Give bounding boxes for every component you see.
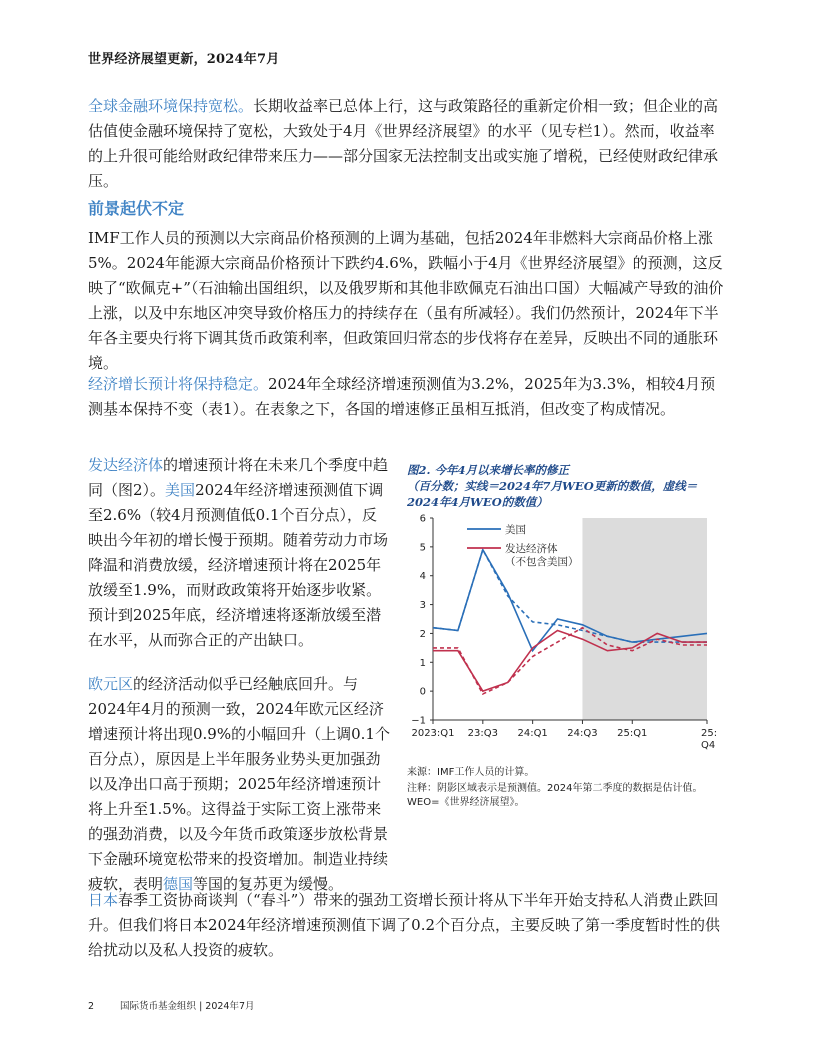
country-germany: 德国 — [163, 875, 194, 893]
figure-note: 注释：阴影区域表示是预测值。2024年第二季度的数据是估计值。WEO=《世界经济展望》。 — [407, 783, 703, 808]
country-us: 美国 — [165, 481, 196, 499]
paragraph-text: 春季工资协商谈判（“春斗”）带来的强劲工资增长预计将从下半年开始支持私人消费止跌回升。但我们将日本2024年经济增速预测值下调了0.2个百分点，主要反映了第一季度暂时性的供给扰动以及私人投资的疲软。 — [88, 891, 721, 959]
x-tick-label: 25: — [701, 728, 718, 739]
paragraph-text: 长期收益率已总体上行，这与政策路径的重新定价相一致；但企业的高估值使金融环境保持了宽松，大致处于4月《世界经济展望》的水平（见专栏1）。然而，收益率的上升很可能给财政纪律带来压力——部分国家无法控制支出或实施了增税，已经使财政纪律承压。 — [88, 97, 719, 190]
paragraph-commodity-prices — [88, 226, 728, 376]
paragraph-euro-area — [88, 672, 390, 897]
forecast-shading — [582, 518, 707, 720]
paragraph-financial-conditions — [88, 94, 728, 194]
y-tick-label: 0 — [419, 686, 426, 698]
x-tick-label: 23:Q3 — [467, 728, 498, 739]
y-tick-label: −1 — [411, 715, 426, 727]
paragraph-text: 2024年经济增速预测值下调至2.6%（较4月预测值低0.1个百分点），反映出今年初的增长慢于预期。随着劳动力市场降温和消费放缓，经济增速预计将在2025年放缓至1.9%，而财政政策将开始逐步收紧。预计到2025年底，经济增速将逐渐放缓至潜在水平，从而弥合正的产出缺口。 — [88, 481, 389, 649]
y-tick-label: 3 — [419, 600, 426, 612]
figure-subtitle-line: 2024年4月WEO的数值） — [407, 495, 548, 509]
paragraph-advanced-economies — [88, 453, 390, 653]
y-tick-label: 6 — [419, 513, 426, 525]
page-number: 2 — [88, 1001, 95, 1012]
paragraph-text: IMF工作人员的预测以大宗商品价格预测的上调为基础，包括2024年非燃料大宗商品价格上涨5%。2024年能源大宗商品价格预计下跌约4.6%，跌幅小于4月《世界经济展望》的预测，这反映了“欧佩克+”（石油输出国组织，以及俄罗斯和其他非欧佩克石油出口国）大幅减产导致的油价上涨，以及中东地区冲突导致价格压力的持续存在（虽有所减轻）。我们仍然预计，2024年下半年各主要央行将下调其货币政策利率，但政策回归常态的步伐将存在差异，反映出不同的通胀环境。 — [88, 229, 724, 372]
paragraph-text: 的经济活动似乎已经触底回升。与2024年4月的预测一致，2024年欧元区经济增速预计将出现0.9%的小幅回升（上调0.1个百分点），原因是上半年服务业势头更加强劲以及净出口高于预期；2025年经济增速预计将上升至1.5%。这得益于实际工资上涨带来的强劲消费，以及今年货币政策逐步放松背景下金融环境宽松带来的投资增加。制造业持续疲软，表明 — [88, 675, 390, 893]
y-tick-label: 2 — [419, 628, 426, 640]
legend-ae-label: 发达经济体 — [505, 543, 558, 555]
growth-revision-chart — [407, 510, 727, 760]
section-heading: 前景起伏不定 — [88, 199, 185, 218]
legend-us-label: 美国 — [505, 524, 526, 536]
paragraph-lead: 欧元区 — [88, 675, 134, 693]
paragraph-text: 的增速预计将在未来几个季度中趋同（图2）。 — [88, 456, 389, 499]
y-tick-label: 1 — [419, 657, 426, 669]
y-tick-label: 5 — [419, 542, 426, 554]
legend-ae-label-2: （不包含美国） — [505, 556, 579, 568]
paragraph-lead: 经济增长预计将保持稳定。 — [88, 375, 269, 393]
paragraph-text: 2024年全球经济增速预测值为3.2%，2025年为3.3%，相较4月预测基本保持不变（表1）。在表象之下，各国的增速修正虽相互抵消，但改变了构成情况。 — [88, 375, 716, 418]
figure-source: 来源：IMF工作人员的计算。 — [407, 767, 535, 778]
running-header: 世界经济展望更新，2024年7月 — [88, 52, 280, 67]
x-tick-label: 2023:Q1 — [411, 728, 455, 739]
x-tick-label: 24:Q1 — [517, 728, 548, 739]
x-tick-label: 24:Q3 — [567, 728, 598, 739]
x-tick-label: 25:Q1 — [617, 728, 648, 739]
figure-2 — [407, 462, 727, 810]
paragraph-lead: 全球金融环境保持宽松。 — [88, 97, 254, 115]
x-tick-label: Q4 — [701, 740, 716, 751]
y-tick-label: 4 — [419, 571, 426, 583]
figure-title-line: 图2. 今年4月以来增长率的修正 — [407, 463, 570, 477]
page-footer — [88, 998, 255, 1012]
paragraph-japan — [88, 888, 728, 963]
paragraph-lead: 日本 — [88, 891, 119, 909]
footer-text: 国际货币基金组织 | 2024年7月 — [120, 1001, 255, 1012]
paragraph-lead: 发达经济体 — [88, 456, 164, 474]
figure-title — [407, 462, 727, 510]
paragraph-growth-stable — [88, 372, 728, 422]
paragraph-text: 等国的复苏更为缓慢。 — [193, 875, 344, 893]
figure-subtitle-line: （百分数；实线＝2024年7月WEO更新的数值，虚线＝ — [407, 479, 698, 493]
